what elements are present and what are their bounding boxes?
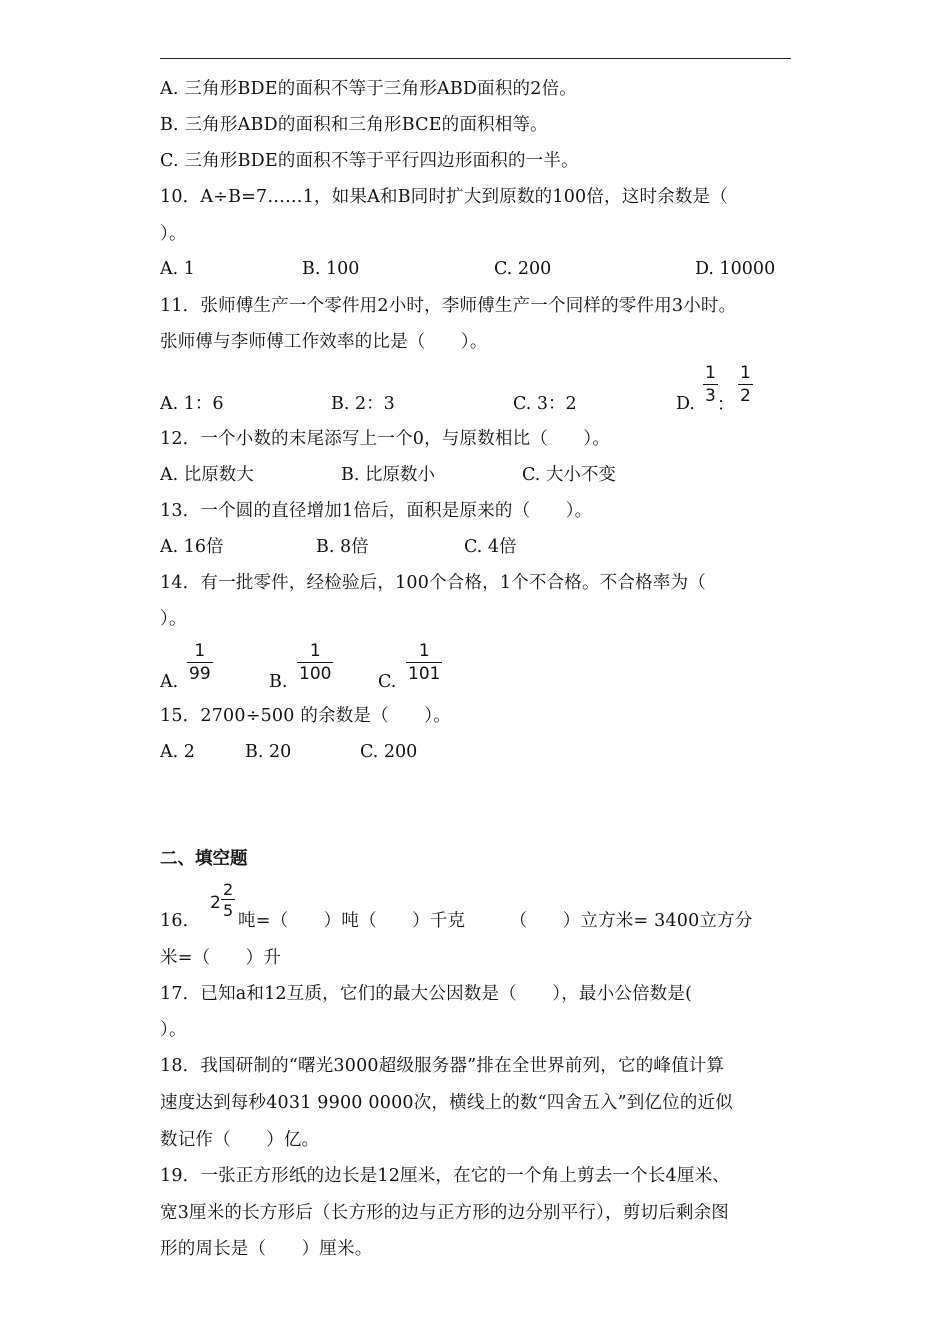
q15-option-c: C. 200: [360, 742, 418, 762]
q11-d-frac1-den: 3: [705, 386, 716, 406]
q19-stem-line2: 宽3厘米的长方形后（长方形的边与正方形的边分别平行），剪切后剩余图: [160, 1203, 729, 1223]
q16-mixed-num: 2: [223, 880, 234, 899]
q11-d-separator: ：: [717, 395, 735, 415]
q15-option-a: A. 2: [160, 742, 195, 762]
section-heading-fill-blank: 二、填空题: [160, 849, 248, 869]
q10-option-a: A. 1: [160, 259, 195, 279]
q14-a-num: 1: [194, 641, 206, 661]
q14-a-den: 99: [189, 664, 211, 684]
q14-c-num: 1: [418, 641, 430, 661]
q17-stem-line2: ）。: [160, 1020, 187, 1040]
q11-option-a: A. 1：6: [160, 394, 224, 414]
q12-option-a: A. 比原数大: [160, 465, 254, 485]
q10-option-d: D. 10000: [695, 259, 776, 279]
q16-mixed-fraction: [221, 881, 235, 919]
q9-option-c: C. 三角形BDE的面积不等于平行四边形面积的一半。: [160, 151, 579, 171]
q16-number: 16．: [160, 911, 201, 931]
q16-mixed-den: 5: [223, 901, 234, 920]
q9-option-b: B. 三角形ABD的面积和三角形BCE的面积相等。: [160, 115, 548, 135]
fraction-bar: [703, 384, 718, 385]
q14-a-fraction: [187, 642, 213, 684]
q11-d-frac2-num: 1: [740, 363, 751, 383]
fraction-bar: [221, 899, 235, 900]
q14-b-num: 1: [309, 641, 321, 661]
q19-stem-line1: 19．一张正方形纸的边长是12厘米，在它的一个角上剪去一个长4厘米、: [160, 1166, 730, 1186]
q13-option-a: A. 16倍: [160, 537, 224, 557]
q11-option-c: C. 3：2: [513, 394, 577, 414]
q13-stem: 13．一个圆的直径增加1倍后，面积是原来的（ ）。: [160, 501, 593, 521]
q14-c-fraction: [406, 642, 442, 684]
q11-stem-line2: 张师傅与李师傅工作效率的比是（ ）。: [160, 332, 488, 352]
q17-stem-line1: 17．已知a和12互质，它们的最大公因数是（ ），最小公倍数是(: [160, 984, 693, 1004]
fraction-bar: [187, 662, 213, 663]
q14-stem-line2: ）。: [160, 609, 187, 629]
q14-b-fraction: [297, 642, 333, 684]
header-rule: [160, 58, 791, 59]
q11-option-b: B. 2：3: [331, 394, 395, 414]
fraction-bar: [406, 662, 442, 663]
q18-stem-line1: 18．我国研制的“曙光3000超级服务器”排在全世界前列，它的峰值计算: [160, 1056, 725, 1076]
q14-option-a: A.: [160, 672, 179, 692]
q13-option-b: B. 8倍: [316, 537, 369, 557]
q11-stem-line1: 11．张师傅生产一个零件用2小时，李师傅生产一个同样的零件用3小时。: [160, 296, 737, 316]
q16-mixed-whole: 2: [210, 893, 221, 913]
q14-option-b: B.: [269, 672, 288, 692]
q10-stem-line1: 10．A÷B=7……1，如果A和B同时扩大到原数的100倍，这时余数是（: [160, 187, 728, 207]
q14-stem-line1: 14．有一批零件，经检验后，100个合格，1个不合格。不合格率为（: [160, 573, 706, 593]
q12-option-b: B. 比原数小: [341, 465, 435, 485]
q14-c-den: 101: [408, 664, 441, 684]
q10-option-b: B. 100: [302, 259, 360, 279]
q10-option-c: C. 200: [494, 259, 552, 279]
q18-stem-line3: 数记作（ ）亿。: [160, 1130, 320, 1150]
q16-stem-line1: 吨=（ ）吨（ ）千克 （ ）立方米= 3400立方分: [238, 911, 753, 931]
q11-d-frac1-num: 1: [705, 363, 716, 383]
fraction-bar: [297, 662, 333, 663]
q15-stem: 15．2700÷500 的余数是（ ）。: [160, 706, 451, 726]
q10-stem-line2: ）。: [160, 224, 187, 244]
q12-stem: 12．一个小数的末尾添写上一个0，与原数相比（ ）。: [160, 429, 611, 449]
q18-stem-line2: 速度达到每秒4031 9900 0000次，横线上的数“四舍五入”到亿位的近似: [160, 1093, 733, 1113]
q13-option-c: C. 4倍: [464, 537, 517, 557]
q16-stem-line2: 米=（ ）升: [160, 948, 282, 968]
q9-option-a: A. 三角形BDE的面积不等于三角形ABD面积的2倍。: [160, 79, 577, 99]
q19-stem-line3: 形的周长是（ ）厘米。: [160, 1239, 373, 1259]
fraction-bar: [738, 384, 753, 385]
q14-option-c: C.: [378, 672, 397, 692]
q11-d-frac2-den: 2: [740, 386, 751, 406]
q15-option-b: B. 20: [245, 742, 292, 762]
q11-option-d: D.: [676, 394, 695, 414]
q11-d-fraction-2: [738, 364, 753, 406]
q12-option-c: C. 大小不变: [522, 465, 616, 485]
q14-b-den: 100: [299, 664, 332, 684]
q11-d-fraction-1: [703, 364, 718, 406]
